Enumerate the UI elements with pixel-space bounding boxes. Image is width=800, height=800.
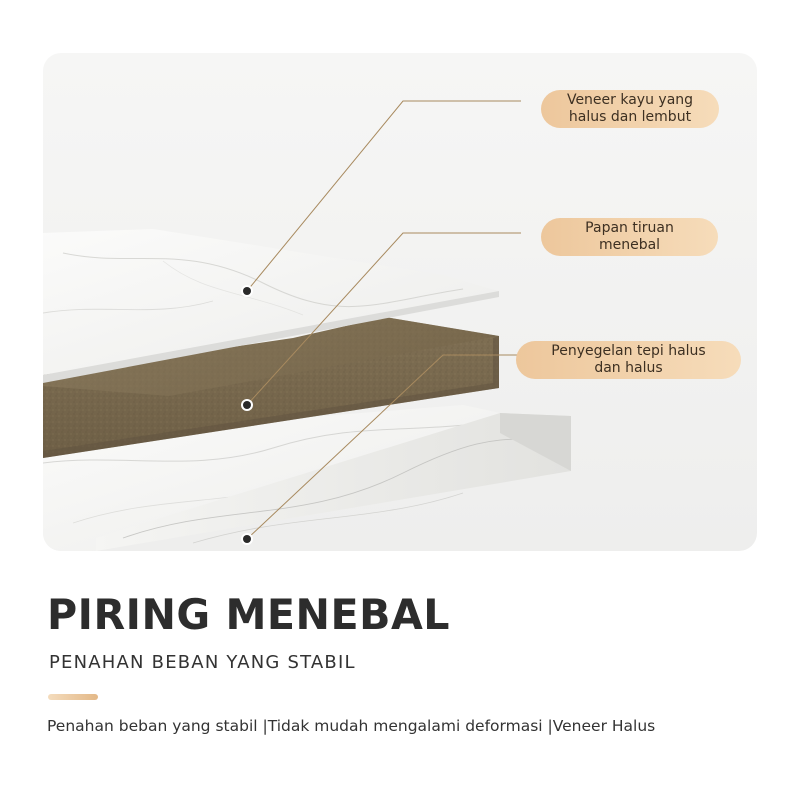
callout-line: Penyegelan tepi halus [551, 343, 706, 359]
feature-item: |Veneer Halus [547, 717, 656, 735]
feature-item: Penahan beban yang stabil [47, 717, 263, 735]
callout-thick-board [541, 218, 718, 256]
product-illustration-panel [43, 53, 757, 551]
callout-line: dan halus [594, 360, 663, 376]
callout-wood-veneer [541, 90, 719, 128]
feature-item: |Tidak mudah mengalami deformasi [262, 717, 548, 735]
callout-line: halus dan lembut [568, 109, 692, 125]
callout-edge-sealing [516, 341, 741, 379]
feature-list [47, 717, 655, 735]
callout-line: Papan tiruan [585, 220, 674, 236]
page-title: PIRING MENEBAL [47, 590, 451, 639]
accent-divider [48, 694, 98, 700]
page-subtitle: PENAHAN BEBAN YANG STABIL [49, 652, 356, 673]
callout-line: menebal [598, 237, 661, 253]
callout-line: Veneer kayu yang [566, 92, 694, 108]
